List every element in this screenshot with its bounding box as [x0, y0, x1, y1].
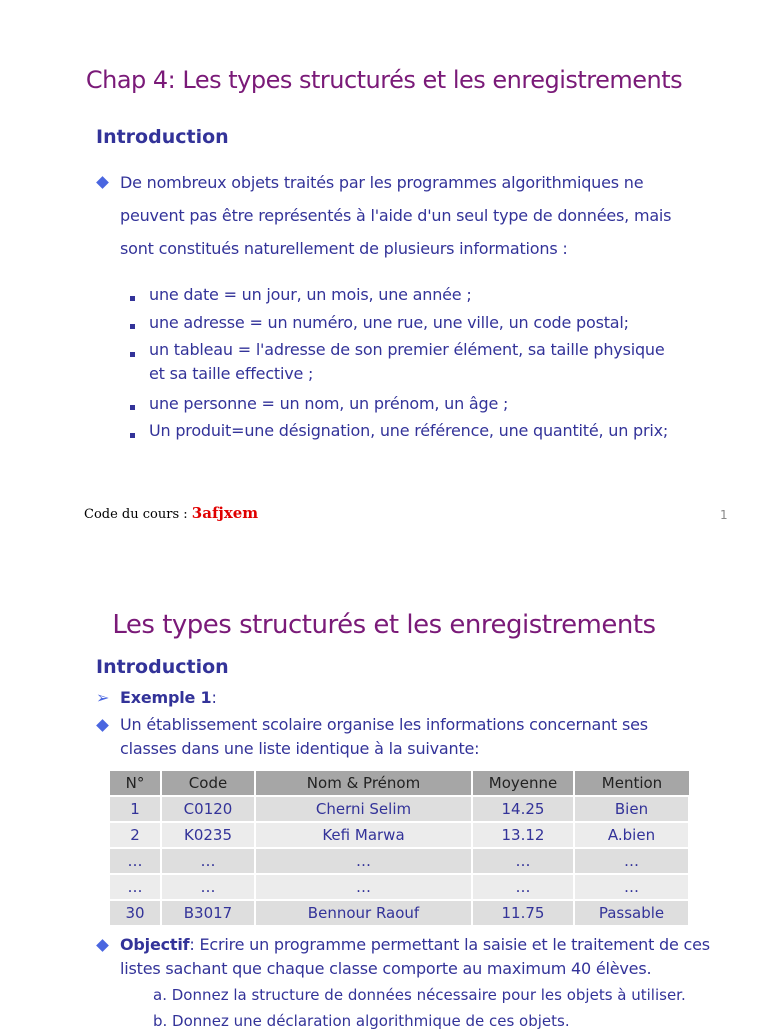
slide-title: Les types structurés et les enregistrements: [112, 610, 656, 640]
list-item: Un produit=une désignation, une référence, une quantité, un prix;: [149, 421, 669, 440]
example-text-line: Un établissement scolaire organise les informations concernant ses: [120, 715, 648, 734]
table-cell: 13.12: [472, 822, 574, 848]
diamond-bullet-icon: [96, 719, 109, 732]
example-label: Exemple 1: [120, 688, 212, 707]
list-item: une date = un jour, un mois, une année ;: [149, 285, 472, 304]
slide-title: Chap 4: Les types structurés et les enregistrements: [85, 66, 683, 94]
table-cell: 2: [110, 822, 161, 848]
table-cell: Passable: [574, 900, 689, 925]
table-row: [110, 874, 689, 900]
section-heading: Introduction: [96, 656, 229, 678]
square-bullet-icon: [130, 433, 135, 438]
table-cell: …: [161, 848, 255, 874]
example-line: Exemple 1:: [120, 688, 217, 707]
objective-line: Objectif: Ecrire un programme permettant la saisie et le traitement de ces: [120, 935, 710, 954]
table-cell: …: [161, 874, 255, 900]
table-row: [110, 848, 689, 874]
table-cell: B3017: [161, 900, 255, 925]
table-cell: …: [110, 848, 161, 874]
table-cell: 30: [110, 900, 161, 925]
table-cell: 14.25: [472, 796, 574, 822]
table-cell: Cherni Selim: [255, 796, 472, 822]
table-cell: K0235: [161, 822, 255, 848]
diamond-bullet-icon: [96, 176, 109, 189]
table-cell: …: [472, 848, 574, 874]
slide-2: [0, 540, 768, 1030]
table-cell: …: [574, 874, 689, 900]
table-row: [110, 796, 689, 822]
table-cell: A.bien: [574, 822, 689, 848]
page-number: 1: [720, 508, 728, 522]
table-cell: …: [472, 874, 574, 900]
table-cell: Kefi Marwa: [255, 822, 472, 848]
table-header-row: [110, 771, 689, 796]
square-bullet-icon: [130, 405, 135, 410]
sub-item: b. Donnez une déclaration algorithmique de ces objets.: [153, 1012, 570, 1030]
intro-line: De nombreux objets traités par les programmes algorithmiques ne: [120, 173, 644, 192]
course-code: 3afjxem: [191, 504, 259, 522]
course-code-label: Code du cours :: [84, 507, 188, 522]
table-cell: Bien: [574, 796, 689, 822]
column-header: Moyenne: [472, 771, 574, 796]
table-cell: …: [574, 848, 689, 874]
column-header: N°: [110, 771, 161, 796]
table-row: [110, 900, 689, 925]
example-text-line: classes dans une liste identique à la suivante:: [120, 739, 480, 758]
intro-line: sont constitués naturellement de plusieurs informations :: [120, 239, 568, 258]
section-heading: Introduction: [96, 126, 229, 148]
table-cell: 1: [110, 796, 161, 822]
objective-line: listes sachant que chaque classe comporte au maximum 40 élèves.: [120, 959, 652, 978]
table-cell: …: [110, 874, 161, 900]
table-cell: …: [255, 874, 472, 900]
sub-item: a. Donnez la structure de données nécessaire pour les objets à utiliser.: [153, 986, 686, 1004]
list-item: une adresse = un numéro, une rue, une ville, un code postal;: [149, 313, 629, 332]
square-bullet-icon: [130, 324, 135, 329]
column-header: Nom & Prénom: [255, 771, 472, 796]
table-cell: C0120: [161, 796, 255, 822]
arrow-bullet-icon: ➢: [96, 688, 110, 707]
student-table: [110, 771, 690, 925]
table-cell: …: [255, 848, 472, 874]
list-item: une personne = un nom, un prénom, un âge ;: [149, 394, 509, 413]
course-code-line: [84, 504, 258, 522]
column-header: Mention: [574, 771, 689, 796]
table-cell: Bennour Raouf: [255, 900, 472, 925]
square-bullet-icon: [130, 296, 135, 301]
intro-line: peuvent pas être représentés à l'aide d'un seul type de données, mais: [120, 206, 672, 225]
list-item-continuation: et sa taille effective ;: [149, 364, 314, 383]
square-bullet-icon: [130, 352, 135, 357]
table-cell: 11.75: [472, 900, 574, 925]
objective-label: Objectif: [120, 935, 190, 954]
diamond-bullet-icon: [96, 939, 109, 952]
list-item: un tableau = l'adresse de son premier élément, sa taille physique: [149, 340, 665, 359]
table-row: [110, 822, 689, 848]
column-header: Code: [161, 771, 255, 796]
